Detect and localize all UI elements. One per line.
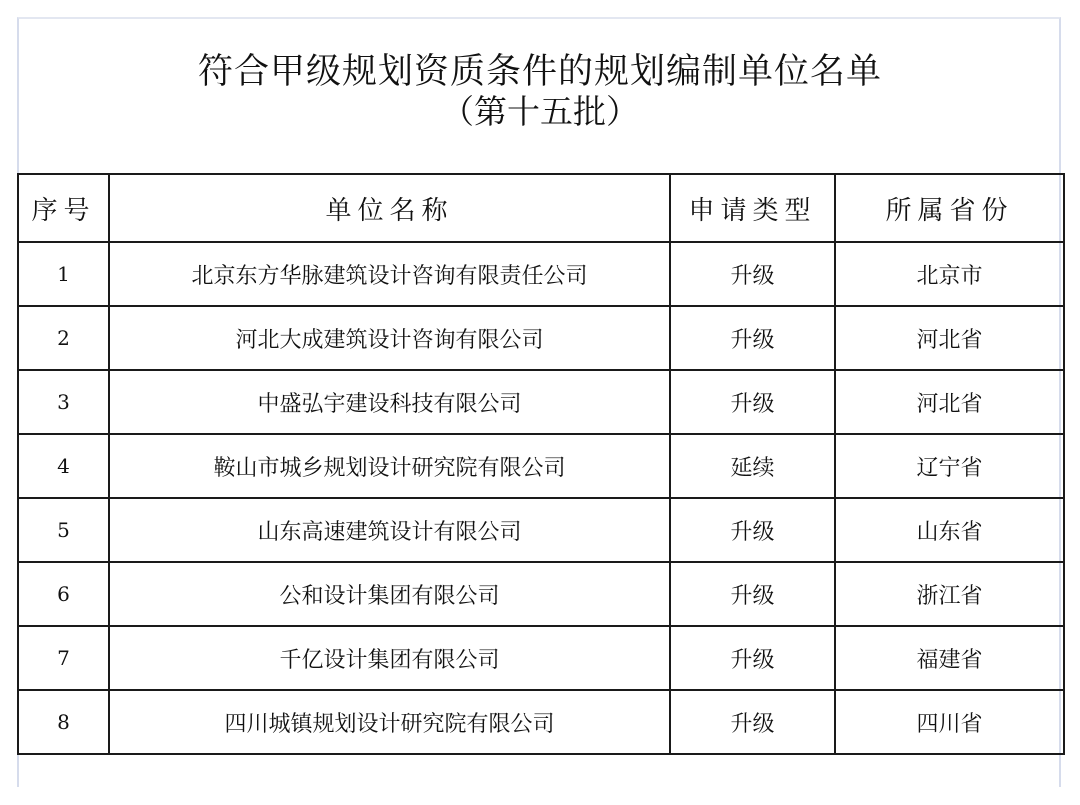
company-list-table (17, 173, 1065, 755)
header-company-name: 单位名称 (109, 174, 670, 242)
table-row (18, 434, 1064, 498)
row-company-name: 中盛弘宇建设科技有限公司 (109, 370, 670, 434)
table-row (18, 626, 1064, 690)
table-row (18, 690, 1064, 754)
table-row (18, 498, 1064, 562)
table-header-row (18, 174, 1064, 242)
row-province: 北京市 (835, 242, 1064, 306)
row-province: 福建省 (835, 626, 1064, 690)
row-index: 5 (18, 498, 109, 562)
row-index: 1 (18, 242, 109, 306)
title-block (17, 52, 1063, 132)
row-province: 辽宁省 (835, 434, 1064, 498)
table-row (18, 242, 1064, 306)
row-index: 3 (18, 370, 109, 434)
table-row (18, 562, 1064, 626)
row-company-name: 鞍山市城乡规划设计研究院有限公司 (109, 434, 670, 498)
row-company-name: 四川城镇规划设计研究院有限公司 (109, 690, 670, 754)
row-index: 8 (18, 690, 109, 754)
row-application-type: 升级 (670, 690, 835, 754)
row-application-type: 延续 (670, 434, 835, 498)
row-application-type: 升级 (670, 562, 835, 626)
row-application-type: 升级 (670, 306, 835, 370)
row-company-name: 山东高速建筑设计有限公司 (109, 498, 670, 562)
row-company-name: 北京东方华脉建筑设计咨询有限责任公司 (109, 242, 670, 306)
table-row (18, 370, 1064, 434)
row-province: 山东省 (835, 498, 1064, 562)
row-province: 四川省 (835, 690, 1064, 754)
header-application-type: 申请类型 (670, 174, 835, 242)
row-company-name: 公和设计集团有限公司 (109, 562, 670, 626)
row-index: 4 (18, 434, 109, 498)
header-index: 序号 (18, 174, 109, 242)
document-title: 符合甲级规划资质条件的规划编制单位名单 (197, 52, 882, 92)
row-province: 河北省 (835, 370, 1064, 434)
row-company-name: 千亿设计集团有限公司 (109, 626, 670, 690)
row-index: 6 (18, 562, 109, 626)
row-index: 7 (18, 626, 109, 690)
row-application-type: 升级 (670, 626, 835, 690)
row-company-name: 河北大成建筑设计咨询有限公司 (109, 306, 670, 370)
header-province: 所属省份 (835, 174, 1064, 242)
table-row (18, 306, 1064, 370)
row-application-type: 升级 (670, 370, 835, 434)
document-subtitle: （第十五批） (441, 92, 639, 131)
row-index: 2 (18, 306, 109, 370)
row-application-type: 升级 (670, 498, 835, 562)
row-province: 河北省 (835, 306, 1064, 370)
row-application-type: 升级 (670, 242, 835, 306)
row-province: 浙江省 (835, 562, 1064, 626)
